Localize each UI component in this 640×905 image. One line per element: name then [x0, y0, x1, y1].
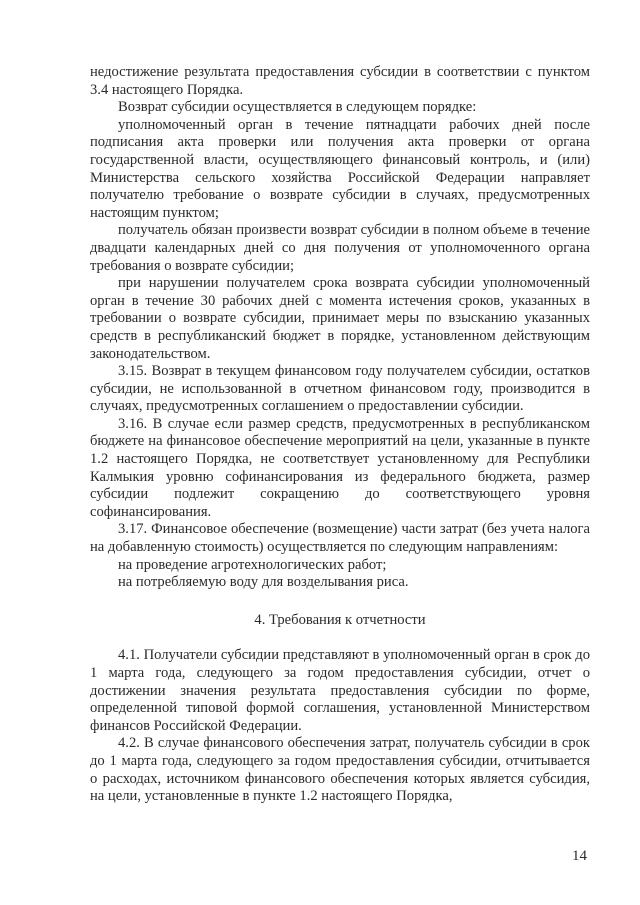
- paragraph-3-15: 3.15. Возврат в текущем финансовом году получателем субсидии, остатков субсидии, не использованной в отчетном финансовом году, производится в случаях, предусмотренных соглашением о предоставлении субсидии.: [90, 363, 590, 415]
- page-number: 14: [572, 848, 587, 864]
- paragraph-recipient-obliged: получатель обязан произвести возврат субсидии в полном объеме в течение двадцати календарных дней со дня получения от уполномоченного органа требования о возврате субсидии;: [90, 222, 590, 274]
- paragraph-4-2: 4.2. В случае финансового обеспечения затрат, получатель субсидии в срок до 1 марта года, следующего за годом предоставления субсидии, отчитывается о расходах, источником финансового обеспечения которых является субсидия, на цели, установленные в пункте 1.2 настоящего Порядка,: [90, 735, 590, 805]
- paragraph-4-1: 4.1. Получатели субсидии представляют в уполномоченный орган в срок до 1 марта года, следующего за годом предоставления субсидии, отчет о достижении значения результата предоставления субсидии по форме, определенной типовой формой соглашения, установленной Министерством финансов Российской Федерации.: [90, 647, 590, 734]
- paragraph-3-17: 3.17. Финансовое обеспечение (возмещение) части затрат (без учета налога на добавленную стоимость) осуществляется по следующим направлениям:: [90, 521, 590, 556]
- document-page: [90, 64, 590, 806]
- paragraph-return-order: Возврат субсидии осуществляется в следующем порядке:: [118, 99, 477, 116]
- paragraph-violation-deadline: при нарушении получателем срока возврата субсидии уполномоченный орган в течение 30 рабочих дней с момента истечения сроков, указанных в требовании о возврате субсидии, принимает меры по взысканию указанных средств в республиканский бюджет в порядке, установленном действующим законодательством.: [90, 275, 590, 362]
- paragraph-continuation: недостижение результата предоставления субсидии в соответствии с пунктом 3.4 настоящего Порядка.: [90, 64, 590, 98]
- section-heading: 4. Требования к отчетности: [254, 611, 426, 628]
- paragraph-authorized-body: уполномоченный орган в течение пятнадцати рабочих дней после подписания акта проверки или получения акта проверки от органа государственной власти, осуществляющего финансовый контроль, и (или) Министерства сельского хозяйства Российской Федерации направляет получателю требование о возврате субсидии в случаях, предусмотренных настоящим пунктом;: [90, 116, 590, 221]
- paragraph-3-16: 3.16. В случае если размер средств, предусмотренных в республиканском бюджете на финансовое обеспечение мероприятий на цели, указанные в пункте 1.2 настоящего Порядка, не соответствует установленному для Республики Калмыкия уровню софинансирования из федерального бюджета, размер субсидии подлежит сокращению до соответствующего уровня софинансирования.: [90, 415, 590, 520]
- list-item-water: на потребляемую воду для возделывания риса.: [118, 574, 409, 591]
- list-item-agrotech: на проведение агротехнологических работ;: [118, 556, 387, 573]
